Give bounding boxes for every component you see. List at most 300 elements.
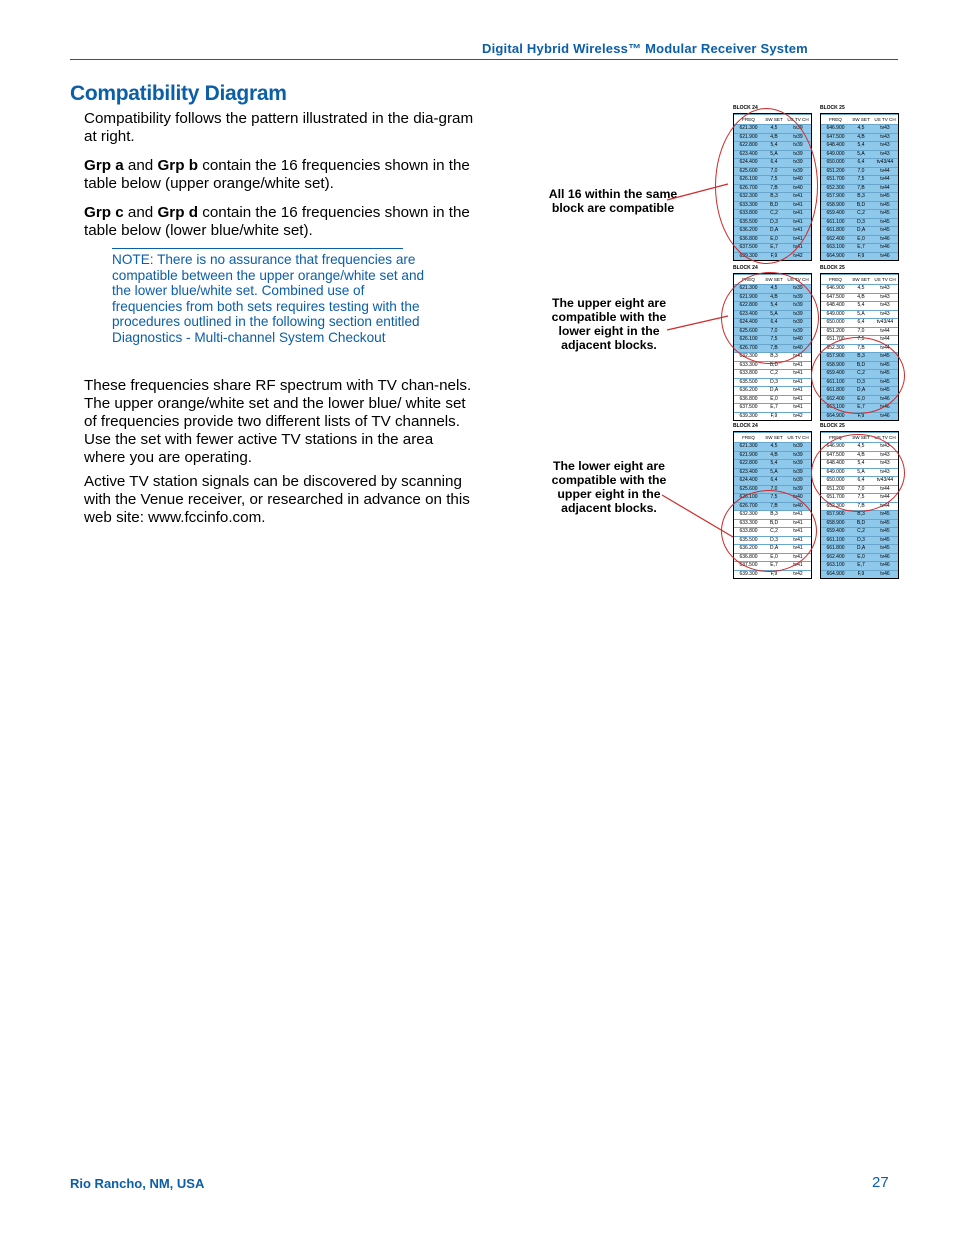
tv-channel-cell: tv41: [793, 210, 803, 216]
freq-cell: 661.100: [826, 536, 845, 543]
tv-channel-cell: tv39: [793, 302, 803, 308]
column-header-sw: SW SET: [852, 435, 870, 440]
tv-channel-cell: tv44: [880, 184, 890, 191]
tv-channel-cell: tv46: [880, 244, 890, 250]
sw-set-cell: 5,4: [857, 142, 865, 148]
tv-channel-cell: tv41: [793, 244, 803, 250]
freq-cell: 635.500: [739, 218, 758, 225]
tv-channel-cell: tv43/44: [876, 159, 894, 165]
column-header-tv: US TV CH: [874, 435, 896, 440]
sw-set-cell: B,3: [857, 511, 865, 517]
block-label: BLOCK 25: [820, 423, 845, 429]
circle-block24-upper: [721, 272, 819, 364]
tv-channel-cell: tv45: [880, 387, 890, 393]
freq-cell: 621.300: [739, 125, 758, 131]
tv-channel-cell: tv41: [793, 193, 803, 199]
footer-location: Rio Rancho, NM, USA: [70, 1176, 205, 1191]
sw-set-cell: E,0: [770, 553, 778, 560]
sw-set-cell: 5,A: [770, 468, 778, 475]
tv-channel-cell: tv46: [880, 553, 890, 560]
tv-channel-cell: tv39: [793, 485, 803, 492]
freq-cell: 623.400: [739, 150, 758, 157]
block-label: BLOCK 24: [733, 105, 758, 111]
sw-set-cell: 5,A: [857, 468, 865, 475]
sw-set-cell: 7,B: [857, 184, 865, 191]
sw-set-cell: B,D: [769, 201, 779, 208]
tv-channel-cell: tv46: [880, 562, 890, 568]
freq-cell: 658.900: [826, 201, 845, 208]
tv-channel-cell: tv45: [880, 378, 890, 385]
freq-cell: 651.700: [826, 494, 845, 500]
freq-cell: 648.400: [826, 142, 845, 148]
freq-cell: 633.800: [739, 370, 758, 376]
freq-cell: 664.900: [826, 412, 845, 419]
tv-channel-cell: tv45: [880, 201, 890, 208]
tv-channel-cell: tv41: [793, 395, 803, 402]
sw-set-cell: 6,4: [857, 159, 865, 165]
tv-channel-cell: tv41: [793, 519, 803, 526]
tv-channel-cell: tv43: [880, 468, 890, 475]
tv-channel-cell: tv39: [793, 477, 803, 483]
sw-set-cell: 7,5: [770, 176, 778, 182]
block-label: BLOCK 24: [733, 265, 758, 271]
freq-cell: 622.800: [739, 460, 758, 466]
sw-set-cell: 5,4: [857, 302, 865, 308]
tv-channel-cell: tv46: [880, 235, 890, 242]
sw-set-cell: F,9: [857, 570, 865, 577]
tv-channel-cell: tv40: [793, 336, 803, 342]
tv-channel-cell: tv41: [793, 553, 803, 560]
tv-channel-cell: tv45: [880, 528, 890, 534]
sw-set-cell: 6,4: [857, 477, 865, 483]
freq-cell: 626.100: [739, 494, 758, 500]
sw-set-cell: B,3: [770, 353, 778, 359]
freq-cell: 639.300: [739, 412, 758, 419]
freq-cell: 626.700: [739, 502, 758, 509]
sw-set-cell: E,7: [857, 244, 865, 250]
freq-cell: 662.400: [826, 235, 845, 242]
grp-c-label: Grp c: [84, 204, 124, 221]
sw-set-cell: 4,5: [857, 125, 865, 131]
sw-set-cell: C,2: [857, 528, 865, 534]
tv-channel-cell: tv43: [880, 302, 890, 308]
sw-set-cell: 7,5: [770, 336, 778, 342]
tv-channel-cell: tv39: [793, 167, 803, 174]
tv-channel-cell: tv40: [793, 344, 803, 351]
freq-cell: 664.900: [826, 252, 845, 259]
intro-text: Compatibility follows the pattern illustrated in the dia-gram at right.: [84, 110, 474, 145]
tv-channel-cell: tv40: [793, 184, 803, 191]
tv-channel-cell: tv45: [880, 511, 890, 517]
sw-set-cell: D,3: [770, 378, 778, 385]
sw-set-cell: B,3: [770, 511, 778, 517]
sw-set-cell: 5,4: [770, 302, 778, 308]
tv-channel-cell: tv41: [793, 378, 803, 385]
sw-set-cell: B,3: [770, 193, 778, 199]
tv-channel-cell: tv44: [880, 502, 890, 509]
sw-set-cell: B,D: [856, 519, 866, 526]
freq-cell: 623.400: [739, 310, 758, 317]
freq-cell: 624.400: [739, 159, 758, 165]
tv-channel-cell: tv43: [880, 133, 890, 140]
grp-b-label: Grp b: [157, 157, 198, 174]
tv-channel-cell: tv41: [793, 536, 803, 543]
freq-cell: 626.700: [739, 344, 758, 351]
sw-set-cell: 7,0: [770, 167, 778, 174]
freq-cell: 659.400: [826, 528, 845, 534]
freq-cell: 637.500: [739, 244, 758, 250]
and-word: and: [127, 204, 154, 221]
circle-block25-upper: [811, 434, 905, 512]
column-header-sw: SW SET: [765, 277, 783, 282]
sw-set-cell: 4,5: [857, 443, 865, 449]
tv-channel-cell: tv39: [793, 460, 803, 466]
tv-channel-cell: tv43/44: [876, 477, 894, 483]
sw-set-cell: E,0: [857, 553, 865, 560]
tv-channel-cell: tv41: [793, 528, 803, 534]
sw-set-cell: 5,4: [770, 460, 778, 466]
tv-channel-cell: tv45: [880, 536, 890, 543]
grp-cd-text: contain the 16 frequencies shown in the table below (lower blue/white set).: [84, 204, 470, 239]
block-label: BLOCK 25: [820, 265, 845, 271]
sw-set-cell: E,7: [770, 244, 778, 250]
tv-channel-cell: tv39: [793, 293, 803, 300]
sw-set-cell: E,0: [857, 395, 865, 402]
freq-cell: 639.300: [739, 570, 758, 577]
freq-cell: 649.000: [826, 310, 845, 317]
tv-channel-cell: tv39: [793, 451, 803, 458]
freq-cell: 661.800: [826, 387, 845, 393]
sw-set-cell: E,0: [770, 235, 778, 242]
tv-channel-cell: tv43: [880, 310, 890, 317]
tv-channel-cell: tv41: [793, 404, 803, 410]
freq-cell: 648.400: [826, 460, 845, 466]
tv-channel-cell: tv43: [880, 443, 890, 449]
tv-channel-cell: tv39: [793, 310, 803, 317]
freq-cell: 664.900: [826, 570, 845, 577]
sw-set-cell: 5,A: [770, 150, 778, 157]
tv-channel-cell: tv44: [880, 494, 890, 500]
freq-cell: 658.900: [826, 519, 845, 526]
freq-cell: 651.200: [826, 167, 845, 174]
sw-set-cell: F,9: [857, 412, 865, 419]
freq-cell: 661.100: [826, 218, 845, 225]
freq-cell: 646.900: [826, 285, 845, 291]
tv-channel-cell: tv45: [880, 361, 890, 368]
tv-channel-cell: tv39: [793, 443, 803, 449]
tv-channel-cell: tv46: [880, 412, 890, 419]
sw-set-cell: E,7: [770, 404, 778, 410]
sw-set-cell: 5,A: [857, 150, 865, 157]
sw-set-cell: 7,0: [770, 485, 778, 492]
tv-channel-cell: tv42: [793, 412, 803, 419]
freq-cell: 649.000: [826, 468, 845, 475]
tv-channel-cell: tv39: [793, 133, 803, 140]
sw-set-cell: C,2: [770, 370, 778, 376]
tv-channel-cell: tv40: [793, 494, 803, 500]
sw-set-cell: 5,A: [857, 310, 865, 317]
circle-block24-lower: [721, 490, 817, 572]
page-number: 27: [872, 1174, 889, 1191]
freq-cell: 625.600: [739, 167, 758, 174]
sw-set-cell: D,3: [857, 218, 865, 225]
sw-set-cell: F,9: [770, 412, 778, 419]
freq-cell: 632.300: [739, 511, 758, 517]
tv-channel-cell: tv39: [793, 327, 803, 334]
sw-set-cell: 7,5: [857, 176, 865, 182]
page-title: Compatibility Diagram: [70, 82, 287, 105]
freq-cell: 657.900: [826, 193, 845, 199]
tv-channel-cell: tv46: [880, 404, 890, 410]
sw-set-cell: 4,B: [857, 451, 865, 458]
sw-set-cell: 4,5: [770, 285, 778, 291]
tv-channel-cell: tv43: [880, 293, 890, 300]
freq-cell: 652.300: [826, 344, 845, 351]
tv-channel-cell: tv45: [880, 370, 890, 376]
column-header-sw: SW SET: [852, 277, 870, 282]
freq-cell: 626.100: [739, 176, 758, 182]
sw-set-cell: F,9: [770, 252, 778, 259]
grp-ab-text: contain the 16 frequencies shown in the table below (upper orange/white set).: [84, 157, 470, 192]
freq-cell: 657.900: [826, 511, 845, 517]
freq-cell: 661.800: [826, 227, 845, 233]
freq-cell: 658.900: [826, 361, 845, 368]
tv-channel-cell: tv44: [880, 176, 890, 182]
sw-set-cell: 7,0: [857, 485, 865, 492]
sw-set-cell: D,3: [770, 536, 778, 543]
column-header-sw: SW SET: [765, 117, 783, 122]
tv-channel-cell: tv41: [793, 227, 803, 233]
sw-set-cell: 7,B: [770, 184, 778, 191]
column-header-freq: FREQ: [742, 117, 755, 122]
freq-cell: 659.400: [826, 370, 845, 376]
and-word: and: [127, 157, 154, 174]
freq-cell: 621.900: [739, 133, 758, 140]
freq-cell: 624.400: [739, 319, 758, 325]
freq-cell: 626.700: [739, 184, 758, 191]
freq-cell: 636.800: [739, 553, 758, 560]
sw-set-cell: D,3: [857, 378, 865, 385]
tv-channel-cell: tv40: [793, 502, 803, 509]
tv-channel-cell: tv39: [793, 142, 803, 148]
freq-cell: 637.500: [739, 404, 758, 410]
tv-channel-cell: tv44: [880, 167, 890, 174]
tv-paragraph: These frequencies share RF spectrum with TV chan-nels. The upper orange/white set and the lower blue/ white set of frequencies provide two different lists of TV channels. Use the set with fewer active TV stations in the area where you are operating.: [84, 377, 472, 466]
sw-set-cell: 4,B: [857, 133, 865, 140]
sw-set-cell: B,D: [769, 361, 779, 368]
sw-set-cell: 4,B: [770, 133, 778, 140]
sw-set-cell: D,A: [856, 387, 866, 393]
column-header-sw: SW SET: [765, 435, 783, 440]
sw-set-cell: D,A: [769, 227, 779, 233]
freq-cell: 650.000: [826, 477, 845, 483]
sw-set-cell: 4,B: [857, 293, 865, 300]
freq-cell: 647.500: [826, 133, 845, 140]
freq-cell: 623.400: [739, 468, 758, 475]
freq-cell: 651.700: [826, 336, 845, 342]
column-header-tv: US TV CH: [787, 117, 809, 122]
block-label: BLOCK 25: [820, 105, 845, 111]
sw-set-cell: 7,B: [770, 344, 778, 351]
tv-channel-cell: tv39: [793, 468, 803, 475]
freq-cell: 625.600: [739, 485, 758, 492]
tv-channel-cell: tv44: [880, 344, 890, 351]
freq-cell: 633.300: [739, 361, 758, 368]
tv-channel-cell: tv44: [880, 336, 890, 342]
sw-set-cell: E,7: [857, 404, 865, 410]
freq-cell: 652.300: [826, 502, 845, 509]
freq-cell: 635.500: [739, 536, 758, 543]
freq-cell: 633.300: [739, 519, 758, 526]
sw-set-cell: D,3: [770, 218, 778, 225]
freq-cell: 622.800: [739, 142, 758, 148]
freq-cell: 639.300: [739, 252, 758, 259]
freq-cell: 633.800: [739, 210, 758, 216]
freq-cell: 636.200: [739, 227, 758, 233]
tv-channel-cell: tv41: [793, 511, 803, 517]
freq-cell: 626.100: [739, 336, 758, 342]
freq-cell: 637.500: [739, 562, 758, 568]
sw-set-cell: 4,5: [770, 443, 778, 449]
tv-channel-cell: tv42: [793, 570, 803, 577]
sw-set-cell: 5,4: [857, 460, 865, 466]
tv-channel-cell: tv45: [880, 218, 890, 225]
tv-channel-cell: tv40: [793, 176, 803, 182]
scan-paragraph: Active TV station signals can be discovered by scanning with the Venue receiver, or researched in advance on this web site: www.fccinfo.com.: [84, 473, 470, 526]
tv-channel-cell: tv46: [880, 570, 890, 577]
freq-cell: 635.500: [739, 378, 758, 385]
tv-channel-cell: tv43: [880, 451, 890, 458]
sw-set-cell: 4,5: [857, 285, 865, 291]
sw-set-cell: 5,A: [770, 310, 778, 317]
freq-cell: 636.200: [739, 387, 758, 393]
tv-channel-cell: tv43/44: [876, 319, 894, 325]
freq-cell: 651.200: [826, 485, 845, 492]
freq-cell: 663.100: [826, 562, 845, 568]
sw-set-cell: 6,4: [770, 319, 778, 325]
column-header-tv: US TV CH: [787, 435, 809, 440]
tv-channel-cell: tv44: [880, 485, 890, 492]
sw-set-cell: C,2: [857, 210, 865, 216]
freq-cell: 651.200: [826, 327, 845, 334]
sw-set-cell: 7,B: [770, 502, 778, 509]
freq-cell: 657.900: [826, 353, 845, 359]
column-header-freq: FREQ: [829, 277, 842, 282]
tv-channel-cell: tv45: [880, 193, 890, 199]
freq-cell: 647.500: [826, 451, 845, 458]
sw-set-cell: B,D: [769, 519, 779, 526]
tv-channel-cell: tv41: [793, 201, 803, 208]
column-header-tv: US TV CH: [874, 117, 896, 122]
sw-set-cell: D,A: [856, 545, 866, 551]
freq-cell: 646.900: [826, 125, 845, 131]
freq-cell: 621.900: [739, 293, 758, 300]
freq-cell: 632.300: [739, 193, 758, 199]
tv-channel-cell: tv41: [793, 562, 803, 568]
tv-channel-cell: tv45: [880, 210, 890, 216]
sw-set-cell: B,D: [856, 201, 866, 208]
freq-cell: 646.900: [826, 443, 845, 449]
freq-cell: 663.100: [826, 244, 845, 250]
sw-set-cell: F,9: [770, 570, 778, 577]
sw-set-cell: 7,5: [770, 494, 778, 500]
sw-set-cell: C,2: [857, 370, 865, 376]
freq-cell: 650.000: [826, 159, 845, 165]
sw-set-cell: C,2: [770, 210, 778, 216]
tv-channel-cell: tv41: [793, 545, 803, 551]
tv-channel-cell: tv39: [793, 159, 803, 165]
tv-channel-cell: tv45: [880, 353, 890, 359]
sw-set-cell: F,9: [857, 252, 865, 259]
tv-channel-cell: tv45: [880, 519, 890, 526]
tv-channel-cell: tv41: [793, 387, 803, 393]
circle-block25-lower: [811, 337, 905, 414]
note-text: NOTE: There is no assurance that frequencies are compatible between the upper orange/white set and the lower blue/white set. Combined use of frequencies from both sets requires testing with the procedures outlined in the following section entitled Diagnostics - Multi-channel System Checkout: [112, 252, 425, 345]
freq-cell: 661.100: [826, 378, 845, 385]
tv-channel-cell: tv45: [880, 227, 890, 233]
tv-channel-cell: tv41: [793, 353, 803, 359]
tv-channel-cell: tv39: [793, 319, 803, 325]
sw-set-cell: 7,0: [770, 327, 778, 334]
freq-cell: 633.300: [739, 201, 758, 208]
sw-set-cell: 7,B: [857, 502, 865, 509]
callout-lower-eight: The lower eight are compatible with the upper eight in the adjacent blocks.: [551, 459, 667, 515]
tv-channel-cell: tv46: [880, 395, 890, 402]
tv-channel-cell: tv44: [880, 327, 890, 334]
freq-cell: 649.000: [826, 150, 845, 157]
freq-cell: 622.800: [739, 302, 758, 308]
tv-channel-cell: tv42: [793, 252, 803, 259]
column-header-tv: US TV CH: [874, 277, 896, 282]
freq-cell: 636.800: [739, 395, 758, 402]
freq-cell: 661.800: [826, 545, 845, 551]
tv-channel-cell: tv41: [793, 235, 803, 242]
grp-a-label: Grp a: [84, 157, 124, 174]
freq-cell: 636.800: [739, 235, 758, 242]
circle-block24-all: [715, 108, 818, 264]
freq-cell: 662.400: [826, 395, 845, 402]
sw-set-cell: 6,4: [857, 319, 865, 325]
sw-set-cell: 4,B: [770, 293, 778, 300]
sw-set-cell: D,3: [857, 536, 865, 543]
tv-channel-cell: tv41: [793, 361, 803, 368]
freq-cell: 651.700: [826, 176, 845, 182]
tv-channel-cell: tv41: [793, 370, 803, 376]
sw-set-cell: E,7: [857, 562, 865, 568]
sw-set-cell: D,A: [769, 387, 779, 393]
tv-channel-cell: tv46: [880, 252, 890, 259]
column-header-tv: US TV CH: [787, 277, 809, 282]
column-header-freq: FREQ: [742, 277, 755, 282]
column-header-freq: FREQ: [742, 435, 755, 440]
freq-cell: 632.300: [739, 353, 758, 359]
freq-cell: 662.400: [826, 553, 845, 560]
sw-set-cell: 4,5: [770, 125, 778, 131]
tv-channel-cell: tv43: [880, 142, 890, 148]
sw-set-cell: D,A: [856, 227, 866, 233]
sw-set-cell: 7,0: [857, 167, 865, 174]
column-header-sw: SW SET: [852, 117, 870, 122]
sw-set-cell: E,7: [770, 562, 778, 568]
sw-set-cell: 4,B: [770, 451, 778, 458]
freq-cell: 659.400: [826, 210, 845, 216]
sw-set-cell: 6,4: [770, 477, 778, 483]
sw-set-cell: E,0: [857, 235, 865, 242]
freq-cell: 647.500: [826, 293, 845, 300]
tv-channel-cell: tv43: [880, 460, 890, 466]
callout-upper-eight: The upper eight are compatible with the lower eight in the adjacent blocks.: [551, 296, 667, 352]
tv-channel-cell: tv43: [880, 285, 890, 291]
